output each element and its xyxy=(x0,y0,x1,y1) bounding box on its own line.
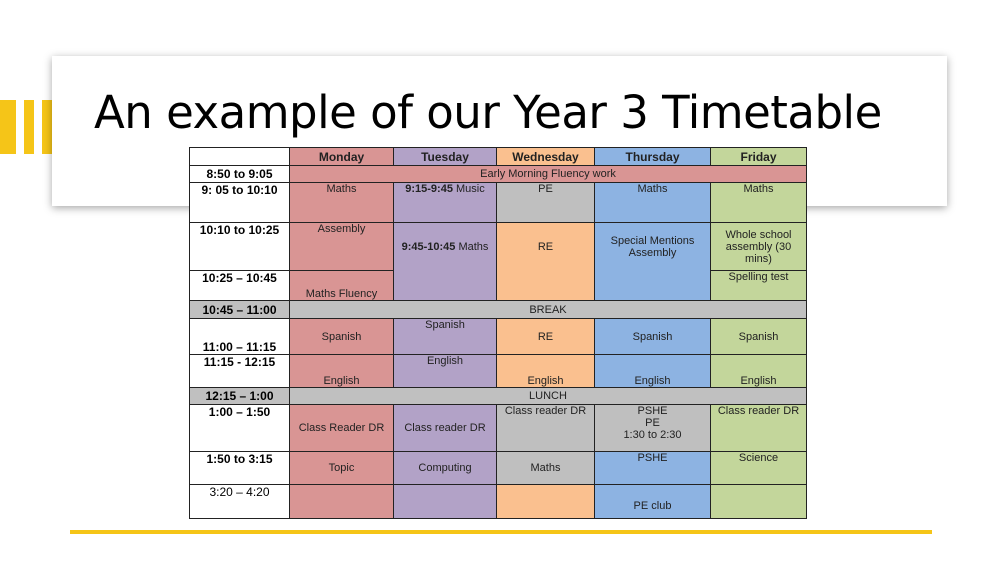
tuesday-maths xyxy=(394,223,497,301)
break-cell: BREAK xyxy=(290,301,807,319)
tuesday-maths-time: 9:45-10:45 xyxy=(401,241,456,253)
timetable xyxy=(189,147,807,519)
monday-empty xyxy=(290,485,394,519)
time-cell: 1:50 to 3:15 xyxy=(190,452,290,485)
friday-science: Science xyxy=(711,452,807,485)
time-cell: 9: 05 to 10:10 xyxy=(190,183,290,223)
time-cell: 8:50 to 9:05 xyxy=(190,166,290,183)
table-row xyxy=(190,388,807,405)
time-cell: 3:20 – 4:20 xyxy=(190,485,290,519)
time-cell: 10:45 – 11:00 xyxy=(190,301,290,319)
friday-class-reader: Class reader DR xyxy=(711,405,807,452)
table-row xyxy=(190,405,807,452)
slide-title: An example of our Year 3 Timetable xyxy=(94,86,882,139)
table-row xyxy=(190,452,807,485)
friday-maths: Maths xyxy=(711,183,807,223)
table-row xyxy=(190,301,807,319)
table-row xyxy=(190,355,807,388)
wednesday-re: RE xyxy=(497,223,595,301)
accent-bar xyxy=(0,100,16,154)
tuesday-music xyxy=(394,183,497,223)
friday-spanish: Spanish xyxy=(711,319,807,355)
tuesday-music-time: 9:15-9:45 xyxy=(405,183,453,195)
monday-english: English xyxy=(290,355,394,388)
wednesday-empty xyxy=(497,485,595,519)
table-row xyxy=(190,485,807,519)
accent-bar xyxy=(24,100,34,154)
time-cell: 12:15 – 1:00 xyxy=(190,388,290,405)
tuesday-spanish: Spanish xyxy=(394,319,497,355)
table-row xyxy=(190,319,807,355)
wednesday-re-2: RE xyxy=(497,319,595,355)
thursday-pshe-pe xyxy=(595,405,711,452)
tuesday-computing: Computing xyxy=(394,452,497,485)
corner-cell xyxy=(190,148,290,166)
monday-assembly: Assembly xyxy=(290,223,394,271)
wednesday-maths: Maths xyxy=(497,452,595,485)
wednesday-class-reader: Class reader DR xyxy=(497,405,595,452)
time-cell: 1:00 – 1:50 xyxy=(190,405,290,452)
monday-topic: Topic xyxy=(290,452,394,485)
footer-accent-line xyxy=(70,530,932,534)
tuesday-maths-label: Maths xyxy=(455,241,489,253)
tuesday-music-label: Music xyxy=(452,183,485,195)
accent-bar xyxy=(42,100,52,154)
monday-class-reader: Class Reader DR xyxy=(290,405,394,452)
time-cell: 11:00 – 11:15 xyxy=(190,319,290,355)
table-row xyxy=(190,166,807,183)
thursday-pshe-line: PSHE xyxy=(637,405,668,417)
time-cell: 11:15 - 12:15 xyxy=(190,355,290,388)
tuesday-class-reader: Class reader DR xyxy=(394,405,497,452)
friday-whole-school-assembly: Whole school assembly (30 mins) xyxy=(711,223,807,271)
day-header-tuesday: Tuesday xyxy=(394,148,497,166)
monday-spanish: Spanish xyxy=(290,319,394,355)
friday-english: English xyxy=(711,355,807,388)
monday-maths-fluency: Maths Fluency xyxy=(290,271,394,301)
thursday-pe-line: PE xyxy=(645,417,660,429)
time-cell: 10:10 to 10:25 xyxy=(190,223,290,271)
day-header-wednesday: Wednesday xyxy=(497,148,595,166)
thursday-spanish: Spanish xyxy=(595,319,711,355)
thursday-pe-club: PE club xyxy=(595,485,711,519)
wednesday-pe: PE xyxy=(497,183,595,223)
tuesday-english: English xyxy=(394,355,497,388)
day-header-thursday: Thursday xyxy=(595,148,711,166)
table-row xyxy=(190,223,807,271)
wednesday-english: English xyxy=(497,355,595,388)
thursday-maths: Maths xyxy=(595,183,711,223)
early-fluency-cell: Early Morning Fluency work xyxy=(290,166,807,183)
thursday-pshe: PSHE xyxy=(595,452,711,485)
time-cell: 10:25 – 10:45 xyxy=(190,271,290,301)
monday-maths: Maths xyxy=(290,183,394,223)
thursday-english: English xyxy=(595,355,711,388)
day-header-friday: Friday xyxy=(711,148,807,166)
thursday-special-mentions: Special Mentions Assembly xyxy=(595,223,711,301)
day-header-monday: Monday xyxy=(290,148,394,166)
thursday-pe-time-line: 1:30 to 2:30 xyxy=(623,429,682,441)
lunch-cell: LUNCH xyxy=(290,388,807,405)
header-row xyxy=(190,148,807,166)
friday-spelling-test: Spelling test xyxy=(711,271,807,301)
table-row xyxy=(190,183,807,223)
friday-empty xyxy=(711,485,807,519)
tuesday-empty xyxy=(394,485,497,519)
